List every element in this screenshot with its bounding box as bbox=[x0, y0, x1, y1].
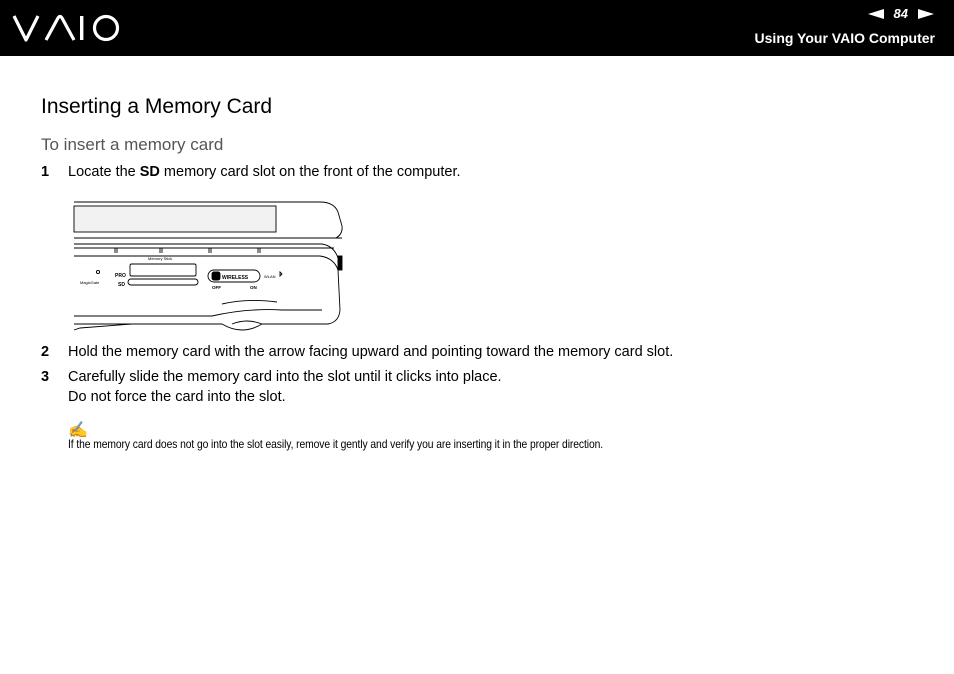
step-text: Hold the memory card with the arrow facing upward and pointing toward the memory card slot. bbox=[68, 344, 674, 360]
step-text: Carefully slide the memory card into the slot until it clicks into place. bbox=[68, 369, 502, 385]
pencil-note-icon: ✍ bbox=[68, 422, 88, 439]
sd-label: SD bbox=[139, 164, 160, 180]
step-number: 2 bbox=[41, 344, 50, 360]
sd-slot-label: SD bbox=[118, 282, 125, 288]
note-text: If the memory card does not go into the slot easily, remove it gently and verify you are inserting it in the proper direction. bbox=[68, 437, 604, 451]
memory-stick-label: Memory Stick bbox=[148, 256, 173, 261]
wlan-label: WLAN bbox=[264, 274, 276, 279]
step-subtext: Do not force the card into the slot. bbox=[68, 389, 286, 405]
step-number: 1 bbox=[41, 164, 50, 180]
header-bar bbox=[0, 0, 954, 56]
on-label: ON bbox=[250, 285, 257, 290]
magicgate-label: MagicGate bbox=[80, 280, 100, 285]
section-title[interactable]: Using Your VAIO Computer bbox=[754, 30, 935, 46]
laptop-front-illustration bbox=[72, 198, 352, 336]
off-label: OFF bbox=[212, 285, 221, 290]
procedure-heading: To insert a memory card bbox=[41, 135, 224, 154]
vaio-logo bbox=[12, 14, 120, 42]
previous-page-arrow-icon[interactable] bbox=[868, 9, 884, 19]
wireless-label: WIRELESS bbox=[222, 275, 249, 281]
step-number: 3 bbox=[41, 369, 50, 385]
step-text: Locate the SD memory card slot on the front of the computer. bbox=[68, 164, 461, 180]
page-title: Inserting a Memory Card bbox=[41, 95, 273, 118]
next-page-arrow-icon[interactable] bbox=[918, 9, 934, 19]
pro-label: PRO bbox=[115, 273, 126, 279]
page-navigation bbox=[868, 6, 934, 21]
page-number: 84 bbox=[893, 6, 908, 21]
